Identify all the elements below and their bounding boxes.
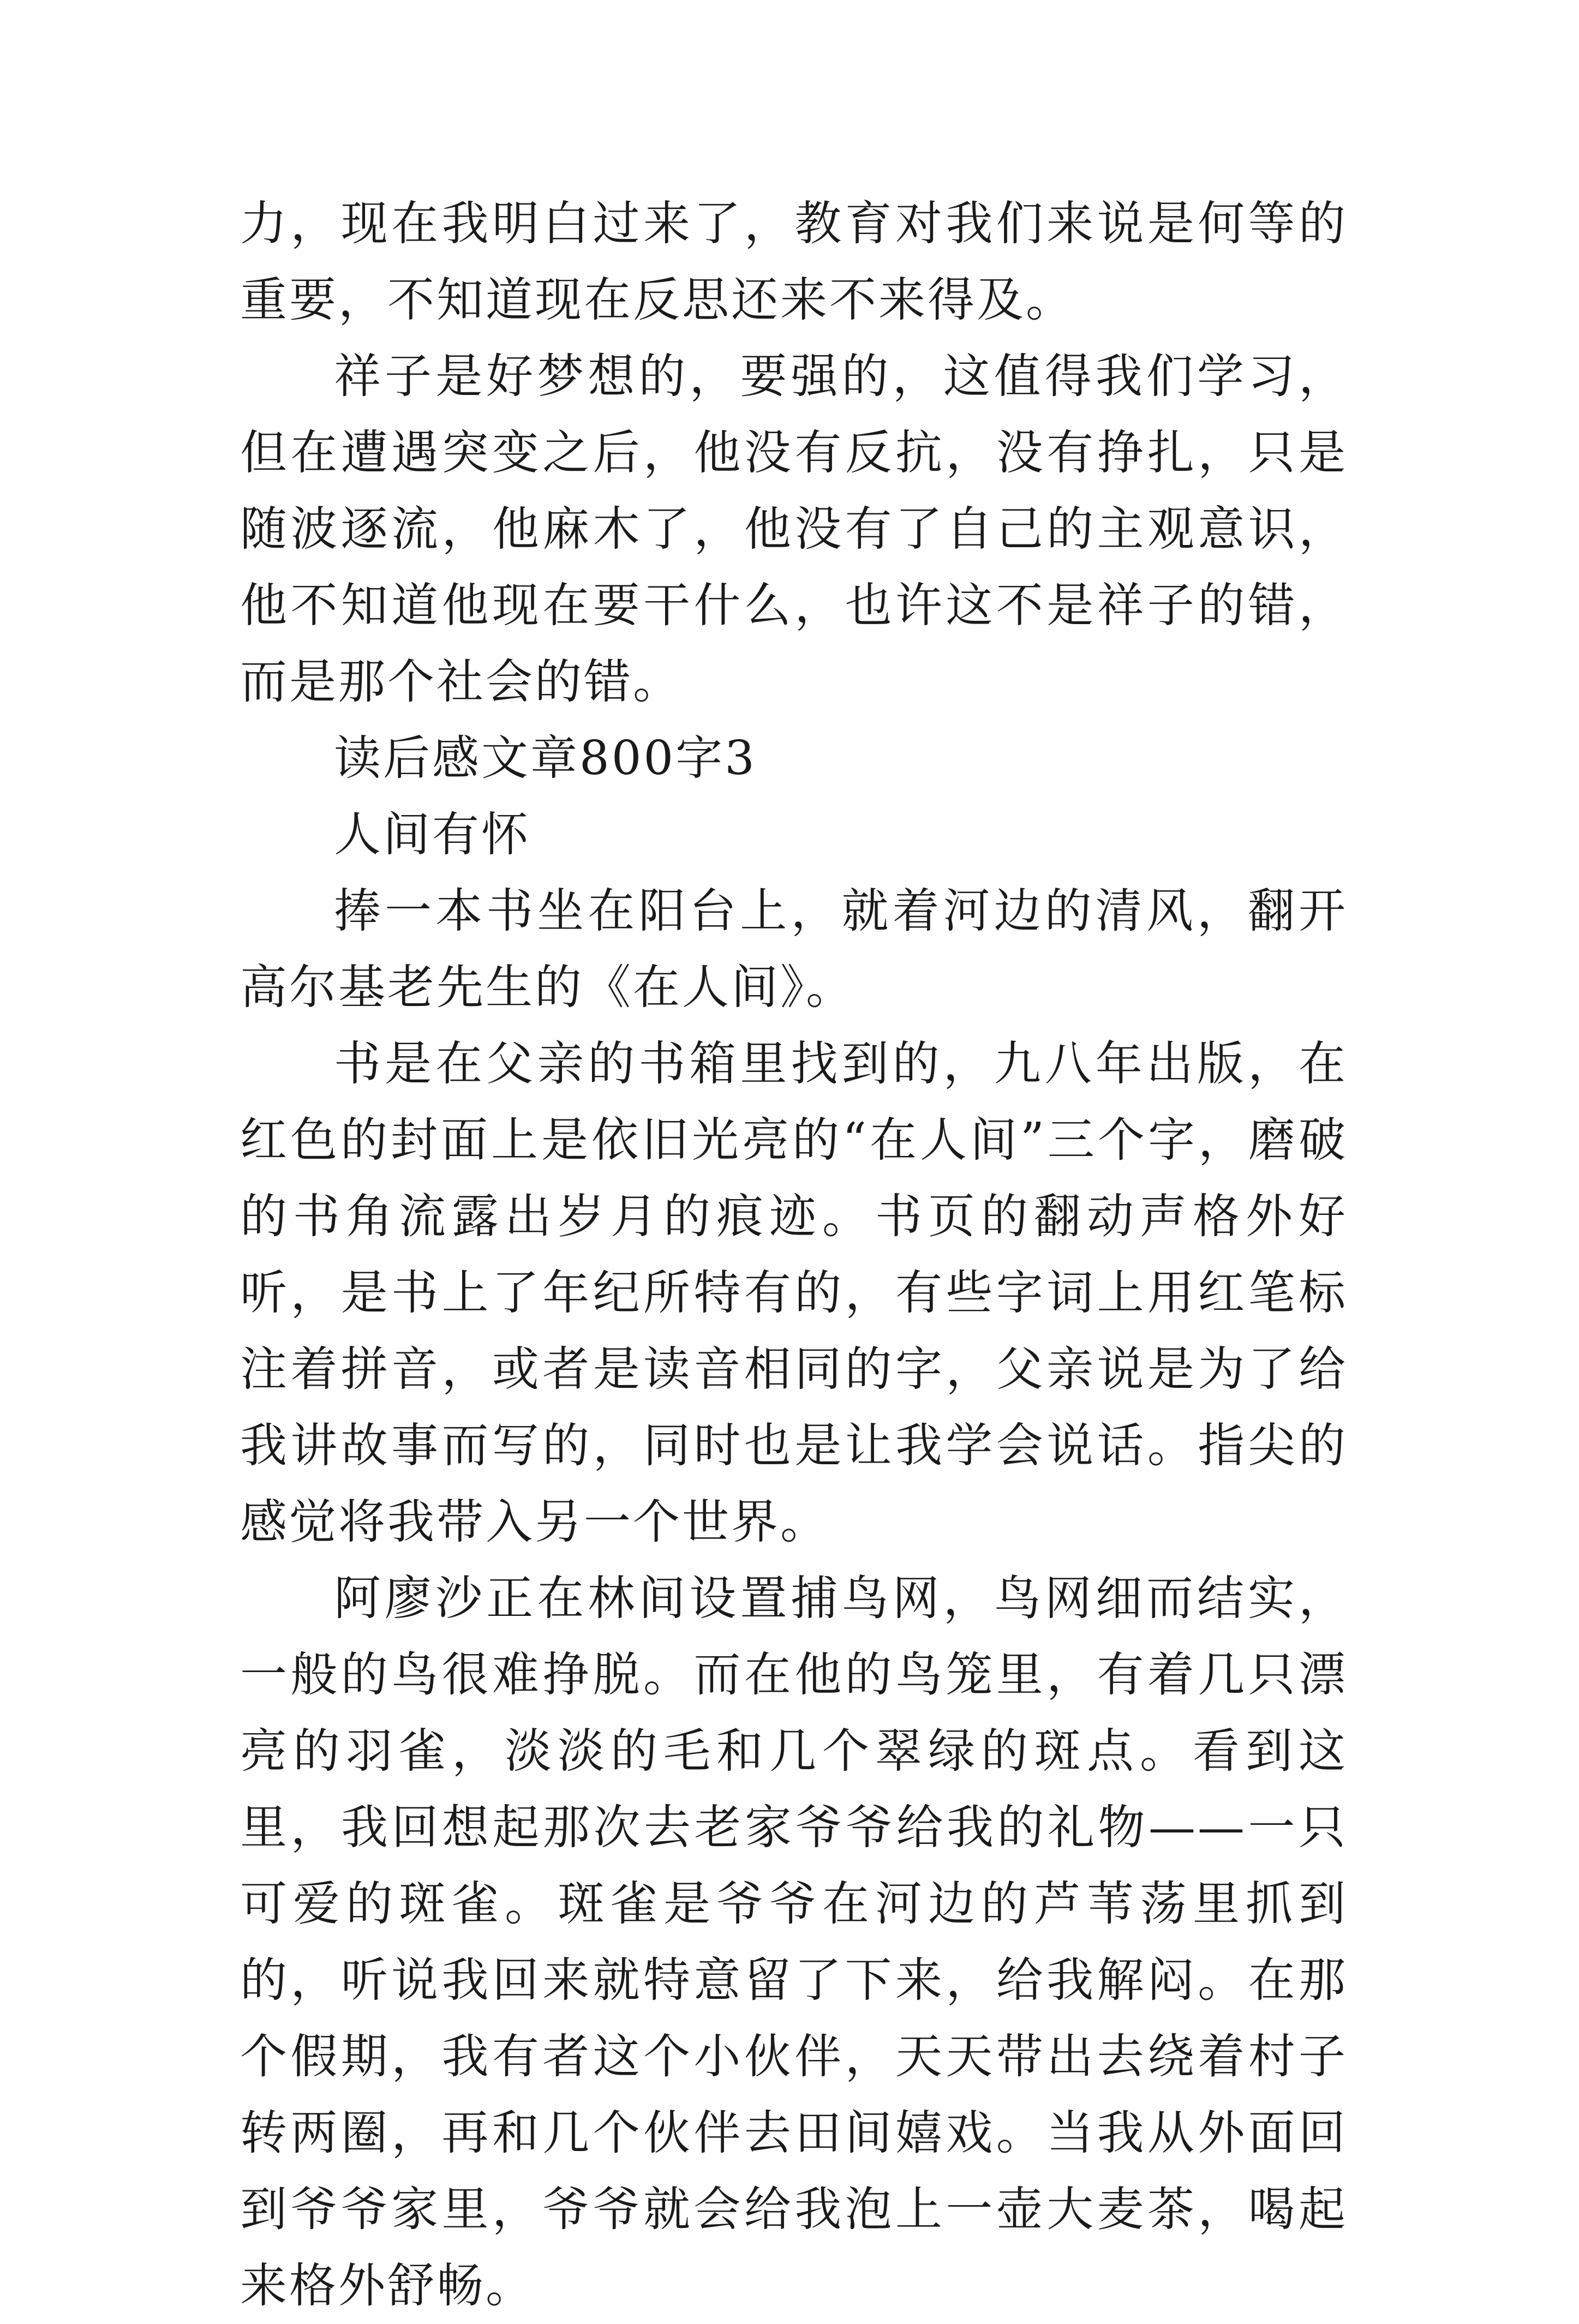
essay-title: 人间有怀 (334, 807, 530, 862)
section-heading: 读后感文章800字3 (334, 731, 757, 786)
paragraph-xiangzi: 祥子是好梦想的，要强的，这值得我们学习，但在遭遇突变之后，他没有反抗，没有挣扎，只是随波逐流，他麻木了，他没有了自己的主观意识，他不知道他现在要干什么，也许这不是祥子的错，而是那个社会的错。 (240, 349, 1348, 709)
paragraph-opening: 捧一本书坐在阳台上，就着河边的清风，翻开高尔基老先生的《在人间》。 (240, 884, 1348, 1015)
paragraph-continuation: 力，现在我明白过来了，教育对我们来说是何等的重要，不知道现在反思还来不来得及。 (240, 196, 1348, 327)
paragraph-book-origin: 书是在父亲的书箱里找到的，九八年出版，在红色的封面上是依旧光亮的“在人间”三个字，磨破的书角流露出岁月的痕迹。书页的翻动声格外好听，是书上了年纪所特有的，有些字词上用红笔标注着拼音，或者是读音相同的字，父亲说是为了给我讲故事而写的，同时也是让我学会说话。指尖的感觉将我带入另一个世界。 (240, 1037, 1348, 1549)
paragraph-bird-memory: 阿廖沙正在林间设置捕鸟网，鸟网细而结实，一般的鸟很难挣脱。而在他的鸟笼里，有着几只漂亮的羽雀，淡淡的毛和几个翠绿的斑点。看到这里，我回想起那次去老家爷爷给我的礼物——一只可爱的斑雀。斑雀是爷爷在河边的芦苇荡里抓到的，听说我回来就特意留了下来，给我解闷。在那个假期，我有者这个小伙伴，天天带出去绕着村子转两圈，再和几个伙伴去田间嬉戏。当我从外面回到爷爷家里，爷爷就会给我泡上一壶大麦茶，喝起来格外舒畅。 (240, 1571, 1348, 2313)
document-body (240, 185, 1348, 2324)
